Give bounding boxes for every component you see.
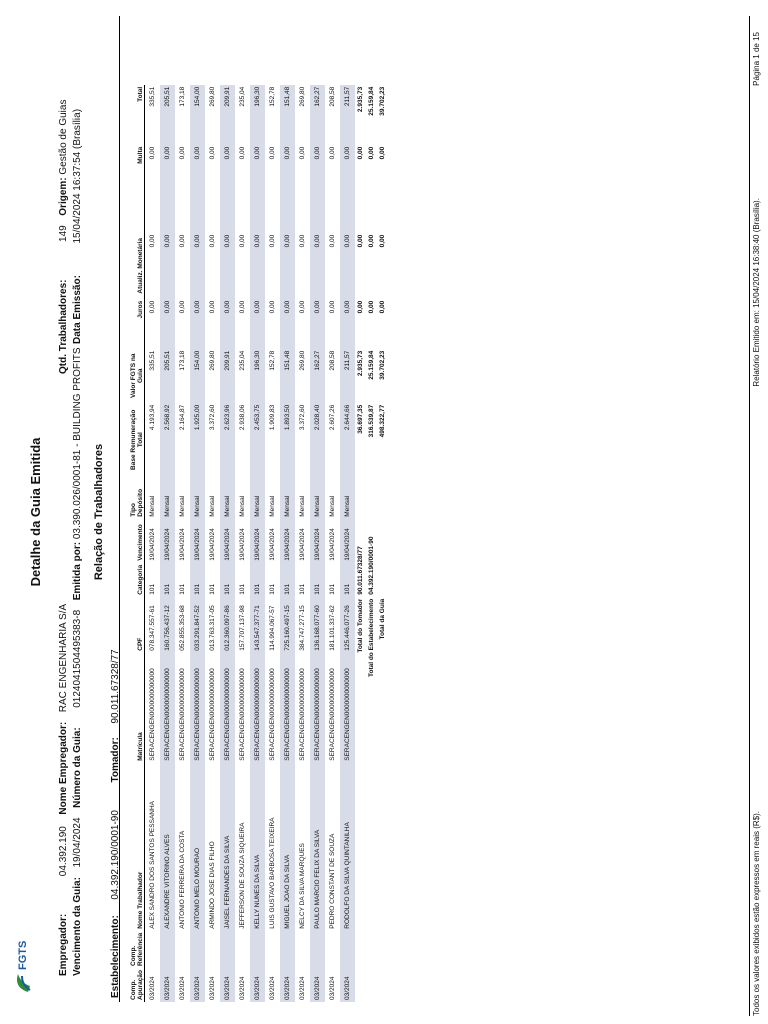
top-divider (119, 16, 120, 1002)
column-header: Valor FGTS na Guia (122, 349, 145, 403)
table-cell: 03/2024 (160, 968, 175, 1002)
table-cell: 152,78 (269, 350, 276, 371)
table-cell: Mensal (209, 495, 216, 517)
table-cell: 162,27 (310, 85, 325, 145)
totals-cell: Total do Estabelecimento (368, 598, 375, 678)
table-cell: 101 (250, 563, 265, 597)
table-cell: 235,04 (239, 350, 246, 371)
table-cell (235, 931, 250, 968)
totals-cell: 39.702,23 (379, 86, 386, 116)
table-cell: 19/04/2024 (149, 528, 156, 561)
table-cell: 19/04/2024 (220, 519, 235, 563)
table-cell: 0,00 (269, 146, 276, 160)
table-cell: 03/2024 (239, 976, 246, 1000)
table-cell (220, 931, 235, 968)
empregador-label: Empregador: (58, 913, 69, 976)
table-cell: 211,57 (340, 85, 355, 145)
table-cell: 03/2024 (220, 968, 235, 1002)
column-header: Total (122, 85, 145, 145)
table-cell: 19/04/2024 (160, 519, 175, 563)
footer-divider (749, 16, 750, 1016)
table-cell: 0,00 (329, 234, 336, 248)
table-row (145, 85, 161, 1002)
table-cell: 3.372,60 (209, 404, 216, 431)
column-header: CPF (122, 597, 145, 653)
table-cell: 1.909,83 (269, 404, 276, 431)
table-cell (160, 931, 175, 968)
logo-text: FGTS (17, 940, 29, 970)
table-cell: 151,48 (280, 349, 295, 403)
table-cell: 0,00 (160, 145, 175, 233)
totals-row (377, 85, 388, 1002)
column-header: Nome Trabalhador (122, 763, 145, 931)
table-cell: SERACENGEN0000000000000 (239, 668, 246, 761)
page-title: Detalhe da Guia Emitida (28, 437, 43, 587)
table-cell: 101 (239, 583, 246, 595)
table-cell: 196,30 (250, 349, 265, 403)
table-cell: 0,00 (179, 146, 186, 160)
table-cell: SERACENGEN0000000000000 (310, 653, 325, 763)
table-cell (265, 931, 280, 968)
table-cell: 19/04/2024 (310, 519, 325, 563)
empregador-value: 04.392.190 (58, 826, 69, 877)
table-cell: SERACENGEN0000000000000 (160, 653, 175, 763)
nome-empregador-label: Nome Empregador: (58, 721, 69, 815)
table-cell: 0,00 (220, 299, 235, 349)
table-cell: 725.160.497-15 (280, 597, 295, 653)
data-emissao-value: 15/04/2024 16:37:54 (Brasília) (72, 108, 83, 244)
table-cell: 0,00 (239, 234, 246, 248)
table-cell: 209,91 (220, 349, 235, 403)
table-cell: 013.763.317-05 (209, 605, 216, 651)
footer-info (752, 32, 761, 387)
table-cell: 114.994.067-57 (269, 605, 276, 651)
table-cell: 0,00 (209, 234, 216, 248)
vencimento-label: Vencimento da Guia: (72, 877, 83, 976)
table-cell: 0,00 (250, 145, 265, 233)
totals-cell: 0,00 (368, 234, 375, 248)
table-cell: 0,00 (149, 234, 156, 248)
table-cell: 19/04/2024 (269, 528, 276, 561)
table-cell: 0,00 (310, 233, 325, 299)
totals-cell: 36.697,35 (357, 404, 364, 434)
qtd-value: 149 (58, 225, 69, 242)
table-cell: 181.101.337-62 (329, 605, 336, 651)
totals-cell: 0,00 (379, 300, 386, 314)
table-cell: 101 (269, 583, 276, 595)
numero-guia-value: 0124041504495383-8 (72, 609, 83, 708)
table-cell: 0,00 (190, 233, 205, 299)
table-cell: 0,00 (269, 300, 276, 314)
table-cell: 205,51 (160, 349, 175, 403)
table-cell: 2.623,96 (220, 403, 235, 477)
table-cell: ARMINDO JOSE DIAS FILHO (209, 841, 216, 929)
table-cell: 101 (299, 583, 306, 595)
table-cell: SERACENGEN0000000000000 (299, 668, 306, 761)
table-cell: 0,00 (299, 300, 306, 314)
table-cell: 235,04 (239, 86, 246, 107)
table-cell: 19/04/2024 (239, 528, 246, 561)
table-cell (295, 931, 310, 968)
table-cell: 335,51 (149, 86, 156, 107)
table-cell: 0,00 (179, 300, 186, 314)
totals-row (355, 85, 366, 1002)
table-cell: NELCY DA SILVA MARQUES (299, 843, 306, 929)
table-cell: 0,00 (190, 299, 205, 349)
vencimento-row (72, 347, 83, 976)
table-cell: 012.360.097-86 (220, 597, 235, 653)
table-cell: 154,00 (190, 349, 205, 403)
table-cell (340, 931, 355, 968)
table-cell: 269,80 (209, 86, 216, 107)
footer-note: Todos os valores exibidos estão expressos em reais (R$). (752, 811, 761, 1016)
table-cell: 4.193,94 (149, 404, 156, 431)
table-cell: Mensal (329, 495, 336, 517)
table-cell (250, 931, 265, 968)
totals-cell: 39.702,23 (379, 350, 386, 380)
table-row (235, 85, 250, 1002)
table-row (220, 85, 235, 1002)
table-cell: Mensal (250, 477, 265, 519)
table-row (160, 85, 175, 1002)
table-cell: JEFFERSON DE SOUZA SIQUEIRA (239, 822, 246, 929)
table-cell: 211,57 (340, 349, 355, 403)
table-cell (175, 931, 190, 968)
table-cell: Mensal (280, 477, 295, 519)
table-cell: 101 (329, 583, 336, 595)
table-cell: 101 (149, 583, 156, 595)
table-cell: 03/2024 (179, 976, 186, 1000)
empregador-row (58, 604, 69, 976)
table-cell: 2.938,06 (239, 404, 246, 431)
table-cell: 335,51 (149, 350, 156, 371)
table-cell: 101 (340, 563, 355, 597)
totals-cell: 0,00 (379, 234, 386, 248)
table-cell: 0,00 (160, 233, 175, 299)
table-cell: 0,00 (280, 233, 295, 299)
footer-page-number: Página 1 de 15 (752, 32, 761, 86)
table-row (205, 85, 220, 1002)
table-cell: 0,00 (340, 299, 355, 349)
table-row (310, 85, 325, 1002)
column-header: Matrícula (122, 653, 145, 763)
qtd-label: Qtd. Trabalhadores: (58, 279, 69, 374)
table-row (190, 85, 205, 1002)
table-cell: 0,00 (269, 234, 276, 248)
table-cell: 19/04/2024 (179, 528, 186, 561)
table-cell: Mensal (299, 495, 306, 517)
totals-cell: 0,00 (357, 234, 364, 248)
table-cell: 2.453,75 (250, 403, 265, 477)
totals-cell (377, 763, 388, 1002)
table-cell: 1.925,00 (190, 403, 205, 477)
table-row (175, 85, 190, 1002)
table-cell: 101 (179, 583, 186, 595)
table-cell: 269,80 (209, 350, 216, 371)
table-cell: 0,00 (340, 233, 355, 299)
table-cell: 0,00 (250, 233, 265, 299)
table-cell: Mensal (220, 477, 235, 519)
column-header: Tipo Depósito (122, 477, 145, 519)
table-cell (325, 931, 340, 968)
table-cell: 143.547.377-71 (250, 597, 265, 653)
table-cell: 0,00 (190, 145, 205, 233)
tomador-value: 90.011.67328/77 (110, 649, 121, 724)
table-cell: 0,00 (179, 234, 186, 248)
table-cell: 1.893,50 (280, 403, 295, 477)
table-cell: SERACENGEN0000000000000 (250, 653, 265, 763)
table-cell: LUIS GUSTAVO BARBOSA TEIXEIRA (269, 817, 276, 929)
table-cell: ANTONIO MELO MOURAO (190, 763, 205, 931)
table-cell: KELLY NUNES DA SILVA (250, 763, 265, 931)
table-cell: RODOLFO DA SILVA QUINTANILHA (340, 763, 355, 931)
table-cell: 19/04/2024 (329, 528, 336, 561)
totals-cell: 0,00 (368, 300, 375, 314)
data-emissao-label: Data Emissão: (72, 275, 83, 344)
table-cell: PAULO MARCIO FELIX DA SILVA (310, 763, 325, 931)
table-cell: 0,00 (280, 145, 295, 233)
table-cell: 03/2024 (190, 968, 205, 1002)
table-cell: 0,00 (310, 145, 325, 233)
table-cell: 0,00 (220, 233, 235, 299)
table-cell: 136.168.077-60 (310, 597, 325, 653)
column-header: Base Remuneração Total (122, 403, 145, 477)
table-cell: 03/2024 (149, 976, 156, 1000)
footer-emitido: Relatório Emitido em: 15/04/2024 16:38:40 (Brasília). (752, 198, 761, 387)
table-cell: 19/04/2024 (340, 519, 355, 563)
column-header: Juros (122, 299, 145, 349)
table-cell: 2.644,66 (340, 403, 355, 477)
table-cell: 208,58 (329, 350, 336, 371)
totals-cell: 04.392.190/0001-90 (368, 536, 375, 595)
table-cell: 0,00 (239, 146, 246, 160)
column-header: Categoria (122, 563, 145, 597)
table-cell: Mensal (190, 477, 205, 519)
table-body (145, 85, 389, 1002)
table-cell: 152,78 (269, 86, 276, 107)
table-cell: 269,80 (299, 350, 306, 371)
table-cell: 078.347.557-61 (149, 605, 156, 651)
totals-cell (355, 763, 366, 1002)
totals-cell (366, 763, 377, 1002)
table-cell: SERACENGEN0000000000000 (190, 653, 205, 763)
table-cell: 101 (209, 583, 216, 595)
table-cell: 157.707.137-98 (239, 605, 246, 651)
table-cell: 03/2024 (280, 968, 295, 1002)
table-cell (310, 931, 325, 968)
totals-cell: 25.159,84 (368, 350, 375, 380)
table-cell: 196,30 (250, 85, 265, 145)
table-cell: 0,00 (329, 300, 336, 314)
table-cell: 208,58 (329, 86, 336, 107)
table-cell: SERACENGEN0000000000000 (149, 668, 156, 761)
totals-cell: 498.322,77 (379, 404, 386, 438)
estabelecimento-value: 04.392.190/0001-90 (110, 810, 121, 900)
table-cell: 03/2024 (310, 968, 325, 1002)
table-row (265, 85, 280, 1002)
table-row (340, 85, 355, 1002)
table-cell: 19/04/2024 (250, 519, 265, 563)
numero-guia-label: Número da Guia: (72, 727, 83, 808)
table-cell: Mensal (160, 477, 175, 519)
table-cell: 384.747.277-15 (299, 605, 306, 651)
emitida-por-value: 03.390.026/0001-81 - BUILDING PROFITS (72, 347, 83, 540)
table-cell: Mensal (269, 495, 276, 517)
table-row (250, 85, 265, 1002)
totals-cell: 2.935,73 (357, 86, 364, 113)
table-cell: 162,27 (310, 349, 325, 403)
table-cell: ANTONIO FERREIRA DA COSTA (179, 830, 186, 929)
table-cell: 0,00 (299, 234, 306, 248)
table-cell: 03/2024 (209, 976, 216, 1000)
table-cell: 2.028,40 (310, 403, 325, 477)
table-cell: SERACENGEN0000000000000 (329, 668, 336, 761)
origem-label: Origem: (58, 177, 69, 216)
data-emissao-row (72, 109, 83, 344)
table-cell: Mensal (179, 495, 186, 517)
table-cell: 0,00 (209, 300, 216, 314)
table-cell: 101 (310, 563, 325, 597)
table-cell: 19/04/2024 (209, 528, 216, 561)
column-header: Atualiz. Monetária (122, 233, 145, 299)
table-cell: 205,51 (160, 85, 175, 145)
table-row (280, 85, 295, 1002)
qtd-row (58, 100, 69, 374)
table-cell: SERACENGEN0000000000000 (209, 668, 216, 761)
table-cell: 0,00 (329, 146, 336, 160)
table-cell: SERACENGEN0000000000000 (340, 653, 355, 763)
table-cell: SERACENGEN0000000000000 (220, 653, 235, 763)
table-cell: 0,00 (149, 146, 156, 160)
table-cell: 209,91 (220, 85, 235, 145)
table-cell: ALEXANDRE VITORINO ALVES (160, 763, 175, 931)
column-header: Comp. Apuração (122, 968, 145, 1002)
table-cell: 0,00 (209, 146, 216, 160)
table-cell: 03/2024 (269, 976, 276, 1000)
table-cell: SERACENGEN0000000000000 (179, 668, 186, 761)
totals-cell: 2.935,73 (357, 350, 364, 377)
totals-cell: 25.159,84 (368, 86, 375, 116)
tomador-label: Tomador: (110, 737, 121, 783)
column-header: Comp. Referência (122, 931, 145, 968)
column-header: Vencimento (122, 519, 145, 563)
table-cell: 03/2024 (329, 976, 336, 1000)
table-cell: 160.756.437-12 (160, 597, 175, 653)
table-cell: 151,48 (280, 85, 295, 145)
table-row (295, 85, 310, 1002)
table-cell: 03/2024 (340, 968, 355, 1002)
table-cell: SERACENGEN0000000000000 (280, 653, 295, 763)
table-cell: Mensal (239, 495, 246, 517)
table-cell: 0,00 (220, 145, 235, 233)
table-cell: 03/2024 (250, 968, 265, 1002)
table-cell (205, 931, 220, 968)
totals-row (366, 85, 377, 1002)
table-cell (280, 931, 295, 968)
column-header: Multa (122, 145, 145, 233)
table-cell: 154,00 (190, 85, 205, 145)
table-cell: Mensal (340, 477, 355, 519)
table-cell: 0,00 (340, 145, 355, 233)
table-cell: 033.291.847-52 (190, 597, 205, 653)
workers-panel (110, 16, 428, 1002)
table-cell: 173,18 (179, 350, 186, 371)
table-cell: 19/04/2024 (190, 519, 205, 563)
table-cell: 3.372,60 (299, 404, 306, 431)
table-cell: 0,00 (299, 146, 306, 160)
table-cell: ALEX SANDRO DOS SANTOS PESSANHA (149, 801, 156, 929)
table-cell: 0,00 (160, 299, 175, 349)
table-cell: 2.568,92 (160, 403, 175, 477)
totals-cell: Total da Guia (379, 598, 386, 640)
table-cell: 101 (160, 563, 175, 597)
table-cell: Mensal (310, 477, 325, 519)
totals-cell: 316.539,87 (368, 404, 375, 438)
table-cell (145, 931, 161, 968)
table-cell: 269,80 (299, 86, 306, 107)
table-cell: Mensal (149, 495, 156, 517)
table-cell: MIGUEL JOAO DA SILVA (280, 763, 295, 931)
table-cell: 19/04/2024 (299, 528, 306, 561)
table-cell: 2.164,87 (179, 404, 186, 431)
table-cell: 0,00 (310, 299, 325, 349)
totals-cell: 0,00 (357, 300, 364, 314)
totals-cell: Total do Tomador (357, 598, 364, 653)
table-cell: 2.607,26 (329, 404, 336, 431)
table-cell: 101 (280, 563, 295, 597)
table-cell: 052.855.353-68 (179, 605, 186, 651)
table-cell: 0,00 (250, 299, 265, 349)
workers-table (122, 85, 388, 1002)
table-cell: 101 (220, 563, 235, 597)
table-cell: 173,18 (179, 86, 186, 107)
table-cell (190, 931, 205, 968)
emitida-por-label: Emitida por: (72, 541, 83, 601)
estabelecimento-label: Estabelecimento: (110, 915, 121, 998)
totals-cell (377, 477, 388, 597)
table-cell: SERACENGEN0000000000000 (269, 668, 276, 761)
table-cell: 19/04/2024 (280, 519, 295, 563)
totals-cell: 0,00 (368, 146, 375, 160)
totals-cell: 90.011.67328/77 (357, 546, 364, 595)
totals-cell: 0,00 (379, 146, 386, 160)
table-cell: JAISEL FERNANDES DA SILVA (220, 763, 235, 931)
table-row (325, 85, 340, 1002)
totals-cell: 0,00 (357, 146, 364, 160)
table-cell: 03/2024 (299, 976, 306, 1000)
table-header-row (122, 85, 145, 1002)
origem-value: Gestão de Guias (58, 99, 69, 175)
table-cell: 0,00 (280, 299, 295, 349)
nome-empregador-value: RAC ENGENHARIA S/A (58, 603, 69, 713)
table-cell: PEDRO CONSTANT DE SOUZA (329, 833, 336, 929)
vencimento-value: 19/04/2024 (72, 817, 83, 868)
table-cell: 125.446.077-26 (340, 597, 355, 653)
table-cell: 0,00 (239, 300, 246, 314)
section-title: Relação de Trabalhadores (93, 443, 105, 581)
table-cell: 101 (190, 563, 205, 597)
table-cell: 0,00 (149, 300, 156, 314)
